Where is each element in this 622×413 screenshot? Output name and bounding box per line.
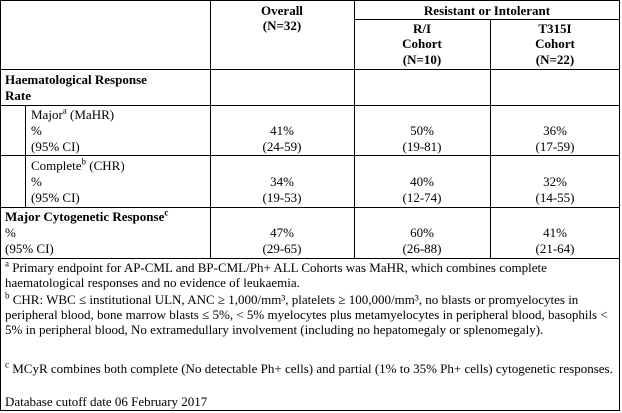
hr-section-title-line2: Rate [5,88,31,103]
mcyr-overall-ci: (29-65) [262,241,302,256]
footnote-c: $^c$ MCyR combines both complete (No detectable Ph+ cells) and partial (1% to 35% Ph+ cells) cytogenetic responses. [5,359,613,376]
database-cutoff: Database cutoff date 06 February 2017 [5,394,208,409]
mcyr-overall: 47% [270,225,294,240]
mahr-overall: 41% [270,123,294,138]
chr-t315: 32% [543,174,567,189]
chr-ri-ci: (12-74) [402,190,442,205]
mcyr-ri: 60% [410,225,434,240]
mcyr-t315-ci: (21-64) [535,241,575,256]
chr-pct-label: % [31,174,42,189]
mahr-pct-label: % [31,123,42,138]
table-bottom-rule [1,258,620,259]
mcyr-pct-label: % [5,225,16,240]
mahr-t315-ci: (17-59) [535,139,575,154]
mahr-ci-label: (95% CI) [31,139,80,154]
chr-overall: 34% [270,174,294,189]
group-header-underline [354,19,620,20]
chr-label: Complete$^b$ (CHR) [31,156,125,173]
header-ri-n: (N=10) [402,52,442,67]
footnote-b: $^b$ CHR: WBC ≤ institutional ULN, ANC ≥ 1,000/mm³, platelets ≥ 100,000/mm³, no blasts or promyelocytes in peripheral blood, bone marrow blasts ≤ 5%, < 5% myelocytes plus metamyelocytes in peripheral blood, basophils < 5% in peripheral blood, No extramedullary involvement (including no hepatomegaly or splenomegaly). [5,290,608,337]
mahr-ri-ci: (19-81) [402,139,442,154]
hr-section-title-line1: Haematological Response [5,72,147,87]
chr-ri: 40% [410,174,434,189]
mahr-ri: 50% [410,123,434,138]
chr-t315-ci: (14-55) [535,190,575,205]
header-overall: Overall [261,3,303,18]
header-t315-line1: T315I [538,21,572,36]
chr-rule [1,207,620,208]
header-ri-line2: Cohort [402,36,442,51]
section-rule [1,105,620,106]
footnote-a: $^a$ Primary endpoint for AP-CML and BP-CML/Ph+ ALL Cohorts was MaHR, which combines complete haematological responses and no evidence of leukaemia. [5,258,547,290]
mcyr-t315: 41% [543,225,567,240]
header-t315-n: (N=22) [535,52,575,67]
header-t315-line2: Cohort [535,36,575,51]
mahr-rule [1,155,620,156]
mcyr-title: Major Cytogenetic Response$^c$ [5,207,169,224]
mahr-t315: 36% [543,123,567,138]
chr-overall-ci: (19-53) [262,190,302,205]
header-overall-n: (N=32) [262,18,302,33]
header-group: Resistant or Intolerant [423,3,551,18]
mahr-label: Major$^a$ (MaHR) [31,105,115,122]
header-rule [1,69,620,70]
indent-divider [25,105,26,207]
mahr-overall-ci: (24-59) [262,139,302,154]
header-ri-line1: R/I [412,21,432,36]
chr-ci-label: (95% CI) [31,190,80,205]
mcyr-ri-ci: (26-88) [402,241,442,256]
mcyr-ci-label: (95% CI) [5,241,54,256]
